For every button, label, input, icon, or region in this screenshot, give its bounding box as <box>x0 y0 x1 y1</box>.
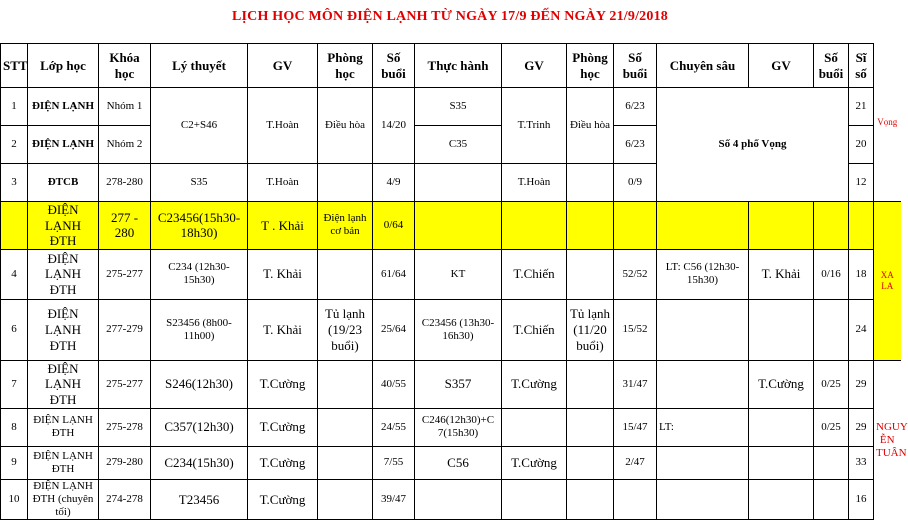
cell-phong2 <box>567 479 614 520</box>
cell-phong1: Điện lạnh cơ bản <box>318 202 373 250</box>
cell-sobuoi1: 25/64 <box>373 299 415 360</box>
cell-phong2: Tủ lạnh (11/20 buổi) <box>567 299 614 360</box>
cell-sobuoi3: 0/25 <box>814 408 849 446</box>
cell-sobuoi3 <box>814 202 849 250</box>
cell-khoa: 275-277 <box>99 249 151 299</box>
cell-gv1: T . Khải <box>248 202 318 250</box>
cell-sobuoi2: 15/47 <box>614 408 657 446</box>
cell-thuchanh: S35 <box>415 88 502 126</box>
cell-siso: 12 <box>849 164 874 202</box>
cell-phong1 <box>318 408 373 446</box>
cell-lythuyet: S246(12h30) <box>151 360 248 408</box>
schedule-table <box>0 43 908 520</box>
cell-lythuyet: C234(15h30) <box>151 446 248 479</box>
cell-khoa: 274-278 <box>99 479 151 520</box>
table-row <box>1 249 901 299</box>
cell-stt: 6 <box>1 299 28 360</box>
cell-stt <box>1 202 28 250</box>
cell-gv1: T.Hoàn <box>248 164 318 202</box>
cell-sobuoi2: 0/9 <box>614 164 657 202</box>
cell-sobuoi3 <box>814 479 849 520</box>
cell-gv3 <box>749 479 814 520</box>
cell-gv1: T.Cường <box>248 408 318 446</box>
cell-phong2 <box>567 360 614 408</box>
location-vong: Vọng <box>874 44 901 202</box>
page-title: LỊCH HỌC MÔN ĐIỆN LẠNH TỪ NGÀY 17/9 ĐẾN NGÀY 21/9/2018 <box>231 9 668 24</box>
cell-phong1 <box>318 249 373 299</box>
cell-chuyensau: LT: C56 (12h30-15h30) <box>657 249 749 299</box>
cell-lop: ĐIỆN LẠNH <box>28 126 99 164</box>
cell-chuyensau <box>657 202 749 250</box>
cell-stt: 9 <box>1 446 28 479</box>
cell-gv1: T. Khải <box>248 299 318 360</box>
cell-khoa: 277 - 280 <box>99 202 151 250</box>
cell-lop: ĐIỆN LẠNH ĐTH <box>28 446 99 479</box>
location-xala: XA LA <box>874 202 901 361</box>
cell-phong1: Điều hòa <box>318 88 373 164</box>
cell-sobuoi2: 2/47 <box>614 446 657 479</box>
cell-phong2: Điều hòa <box>567 88 614 164</box>
cell-lythuyet: C357(12h30) <box>151 408 248 446</box>
cell-siso: 24 <box>849 299 874 360</box>
col-lythuyet: Lý thuyết <box>151 44 248 88</box>
cell-khoa: 277-279 <box>99 299 151 360</box>
cell-khoa: 279-280 <box>99 446 151 479</box>
cell-phong2 <box>567 249 614 299</box>
table-row-highlight <box>1 202 901 250</box>
cell-khoa: Nhóm 2 <box>99 126 151 164</box>
cell-lop: ĐIỆN LẠNH ĐTH <box>28 360 99 408</box>
cell-chuyensau: Số 4 phố Vọng <box>657 88 849 202</box>
col-siso: Sĩ số <box>849 44 874 88</box>
table-row <box>1 360 901 408</box>
cell-phong1 <box>318 164 373 202</box>
cell-phong2 <box>567 164 614 202</box>
cell-sobuoi1: 0/64 <box>373 202 415 250</box>
cell-chuyensau <box>657 479 749 520</box>
table-row <box>1 479 901 520</box>
cell-gv2 <box>502 408 567 446</box>
cell-sobuoi2: 31/47 <box>614 360 657 408</box>
cell-stt: 4 <box>1 249 28 299</box>
cell-gv1: T.Hoàn <box>248 88 318 164</box>
cell-stt: 3 <box>1 164 28 202</box>
cell-gv2: T.Cường <box>502 360 567 408</box>
col-gv3: GV <box>749 44 814 88</box>
cell-thuchanh: C56 <box>415 446 502 479</box>
table-row <box>1 299 901 360</box>
cell-gv1: T.Cường <box>248 479 318 520</box>
cell-chuyensau <box>657 299 749 360</box>
cell-khoa: 275-277 <box>99 360 151 408</box>
cell-lop: ĐIỆN LẠNH ĐTH <box>28 249 99 299</box>
cell-gv2: T.Hoàn <box>502 164 567 202</box>
table-row <box>1 88 901 126</box>
cell-stt: 8 <box>1 408 28 446</box>
cell-lythuyet: C23456(15h30-18h30) <box>151 202 248 250</box>
col-lop: Lớp học <box>28 44 99 88</box>
cell-sobuoi2 <box>614 479 657 520</box>
cell-siso: 21 <box>849 88 874 126</box>
cell-lythuyet: T23456 <box>151 479 248 520</box>
cell-sobuoi3 <box>814 299 849 360</box>
table-row <box>1 446 901 479</box>
col-gv2: GV <box>502 44 567 88</box>
cell-sobuoi2: 52/52 <box>614 249 657 299</box>
cell-gv2 <box>502 479 567 520</box>
location-nguyen-tuan: NGUY ỄN TUÂN <box>874 360 901 520</box>
cell-siso: 29 <box>849 360 874 408</box>
cell-sobuoi2: 6/23 <box>614 126 657 164</box>
cell-sobuoi1: 24/55 <box>373 408 415 446</box>
cell-phong2 <box>567 408 614 446</box>
cell-gv3: T. Khải <box>749 249 814 299</box>
cell-sobuoi1: 40/55 <box>373 360 415 408</box>
table-row <box>1 408 901 446</box>
cell-gv2 <box>502 202 567 250</box>
cell-khoa: 278-280 <box>99 164 151 202</box>
cell-sobuoi3: 0/16 <box>814 249 849 299</box>
cell-khoa: 275-278 <box>99 408 151 446</box>
col-phong2: Phòng học <box>567 44 614 88</box>
cell-sobuoi2 <box>614 202 657 250</box>
cell-khoa: Nhóm 1 <box>99 88 151 126</box>
cell-siso: 29 <box>849 408 874 446</box>
cell-stt: 1 <box>1 88 28 126</box>
cell-lythuyet: S35 <box>151 164 248 202</box>
cell-thuchanh: KT <box>415 249 502 299</box>
cell-gv1: T.Cường <box>248 446 318 479</box>
cell-gv2: T.Trinh <box>502 88 567 164</box>
cell-gv3 <box>749 446 814 479</box>
col-sobuoi3: Số buổi <box>814 44 849 88</box>
header-row <box>1 44 901 88</box>
col-stt: STT <box>1 44 28 88</box>
cell-phong1 <box>318 446 373 479</box>
cell-phong1 <box>318 360 373 408</box>
cell-gv3 <box>749 202 814 250</box>
cell-sobuoi1: 7/55 <box>373 446 415 479</box>
cell-gv1: T. Khải <box>248 249 318 299</box>
cell-siso: 20 <box>849 126 874 164</box>
cell-sobuoi3 <box>814 446 849 479</box>
cell-thuchanh: C246(12h30)+C 7(15h30) <box>415 408 502 446</box>
cell-chuyensau: LT: <box>657 408 749 446</box>
cell-gv3 <box>749 408 814 446</box>
col-gv1: GV <box>248 44 318 88</box>
cell-lop: ĐIỆN LẠNH ĐTH <box>28 299 99 360</box>
cell-lop: ĐIỆN LẠNH <box>28 88 99 126</box>
cell-gv2: T.Cường <box>502 446 567 479</box>
cell-thuchanh: C35 <box>415 126 502 164</box>
cell-stt: 2 <box>1 126 28 164</box>
cell-stt: 10 <box>1 479 28 520</box>
cell-lop: ĐTCB <box>28 164 99 202</box>
cell-gv2: T.Chiến <box>502 299 567 360</box>
cell-siso <box>849 202 874 250</box>
cell-phong2 <box>567 202 614 250</box>
cell-thuchanh: S357 <box>415 360 502 408</box>
col-thuchanh: Thực hành <box>415 44 502 88</box>
cell-lythuyet: C234 (12h30-15h30) <box>151 249 248 299</box>
cell-sobuoi1: 4/9 <box>373 164 415 202</box>
cell-thuchanh <box>415 479 502 520</box>
col-phong1: Phòng học <box>318 44 373 88</box>
cell-lythuyet: S23456 (8h00-11h00) <box>151 299 248 360</box>
col-chuyensau: Chuyên sâu <box>657 44 749 88</box>
cell-sobuoi2: 15/52 <box>614 299 657 360</box>
col-khoa: Khóa học <box>99 44 151 88</box>
cell-gv2: T.Chiến <box>502 249 567 299</box>
cell-gv3: T.Cường <box>749 360 814 408</box>
cell-gv1: T.Cường <box>248 360 318 408</box>
cell-chuyensau <box>657 360 749 408</box>
cell-thuchanh: C23456 (13h30-16h30) <box>415 299 502 360</box>
cell-lop: ĐIỆN LẠNH ĐTH <box>28 202 99 250</box>
cell-gv3 <box>749 299 814 360</box>
cell-phong1 <box>318 479 373 520</box>
cell-phong2 <box>567 446 614 479</box>
cell-lop: ĐIỆN LẠNH ĐTH <box>28 408 99 446</box>
cell-chuyensau <box>657 446 749 479</box>
cell-thuchanh <box>415 202 502 250</box>
cell-sobuoi1: 61/64 <box>373 249 415 299</box>
cell-siso: 18 <box>849 249 874 299</box>
cell-lop: ĐIỆN LẠNH ĐTH (chuyên tối) <box>28 479 99 520</box>
cell-siso: 16 <box>849 479 874 520</box>
cell-thuchanh <box>415 164 502 202</box>
cell-sobuoi1: 14/20 <box>373 88 415 164</box>
cell-stt: 7 <box>1 360 28 408</box>
col-sobuoi2: Số buổi <box>614 44 657 88</box>
cell-lythuyet: C2+S46 <box>151 88 248 164</box>
cell-sobuoi2: 6/23 <box>614 88 657 126</box>
col-sobuoi1: Số buổi <box>373 44 415 88</box>
cell-phong1: Tủ lạnh (19/23 buổi) <box>318 299 373 360</box>
cell-sobuoi1: 39/47 <box>373 479 415 520</box>
cell-sobuoi3: 0/25 <box>814 360 849 408</box>
cell-siso: 33 <box>849 446 874 479</box>
